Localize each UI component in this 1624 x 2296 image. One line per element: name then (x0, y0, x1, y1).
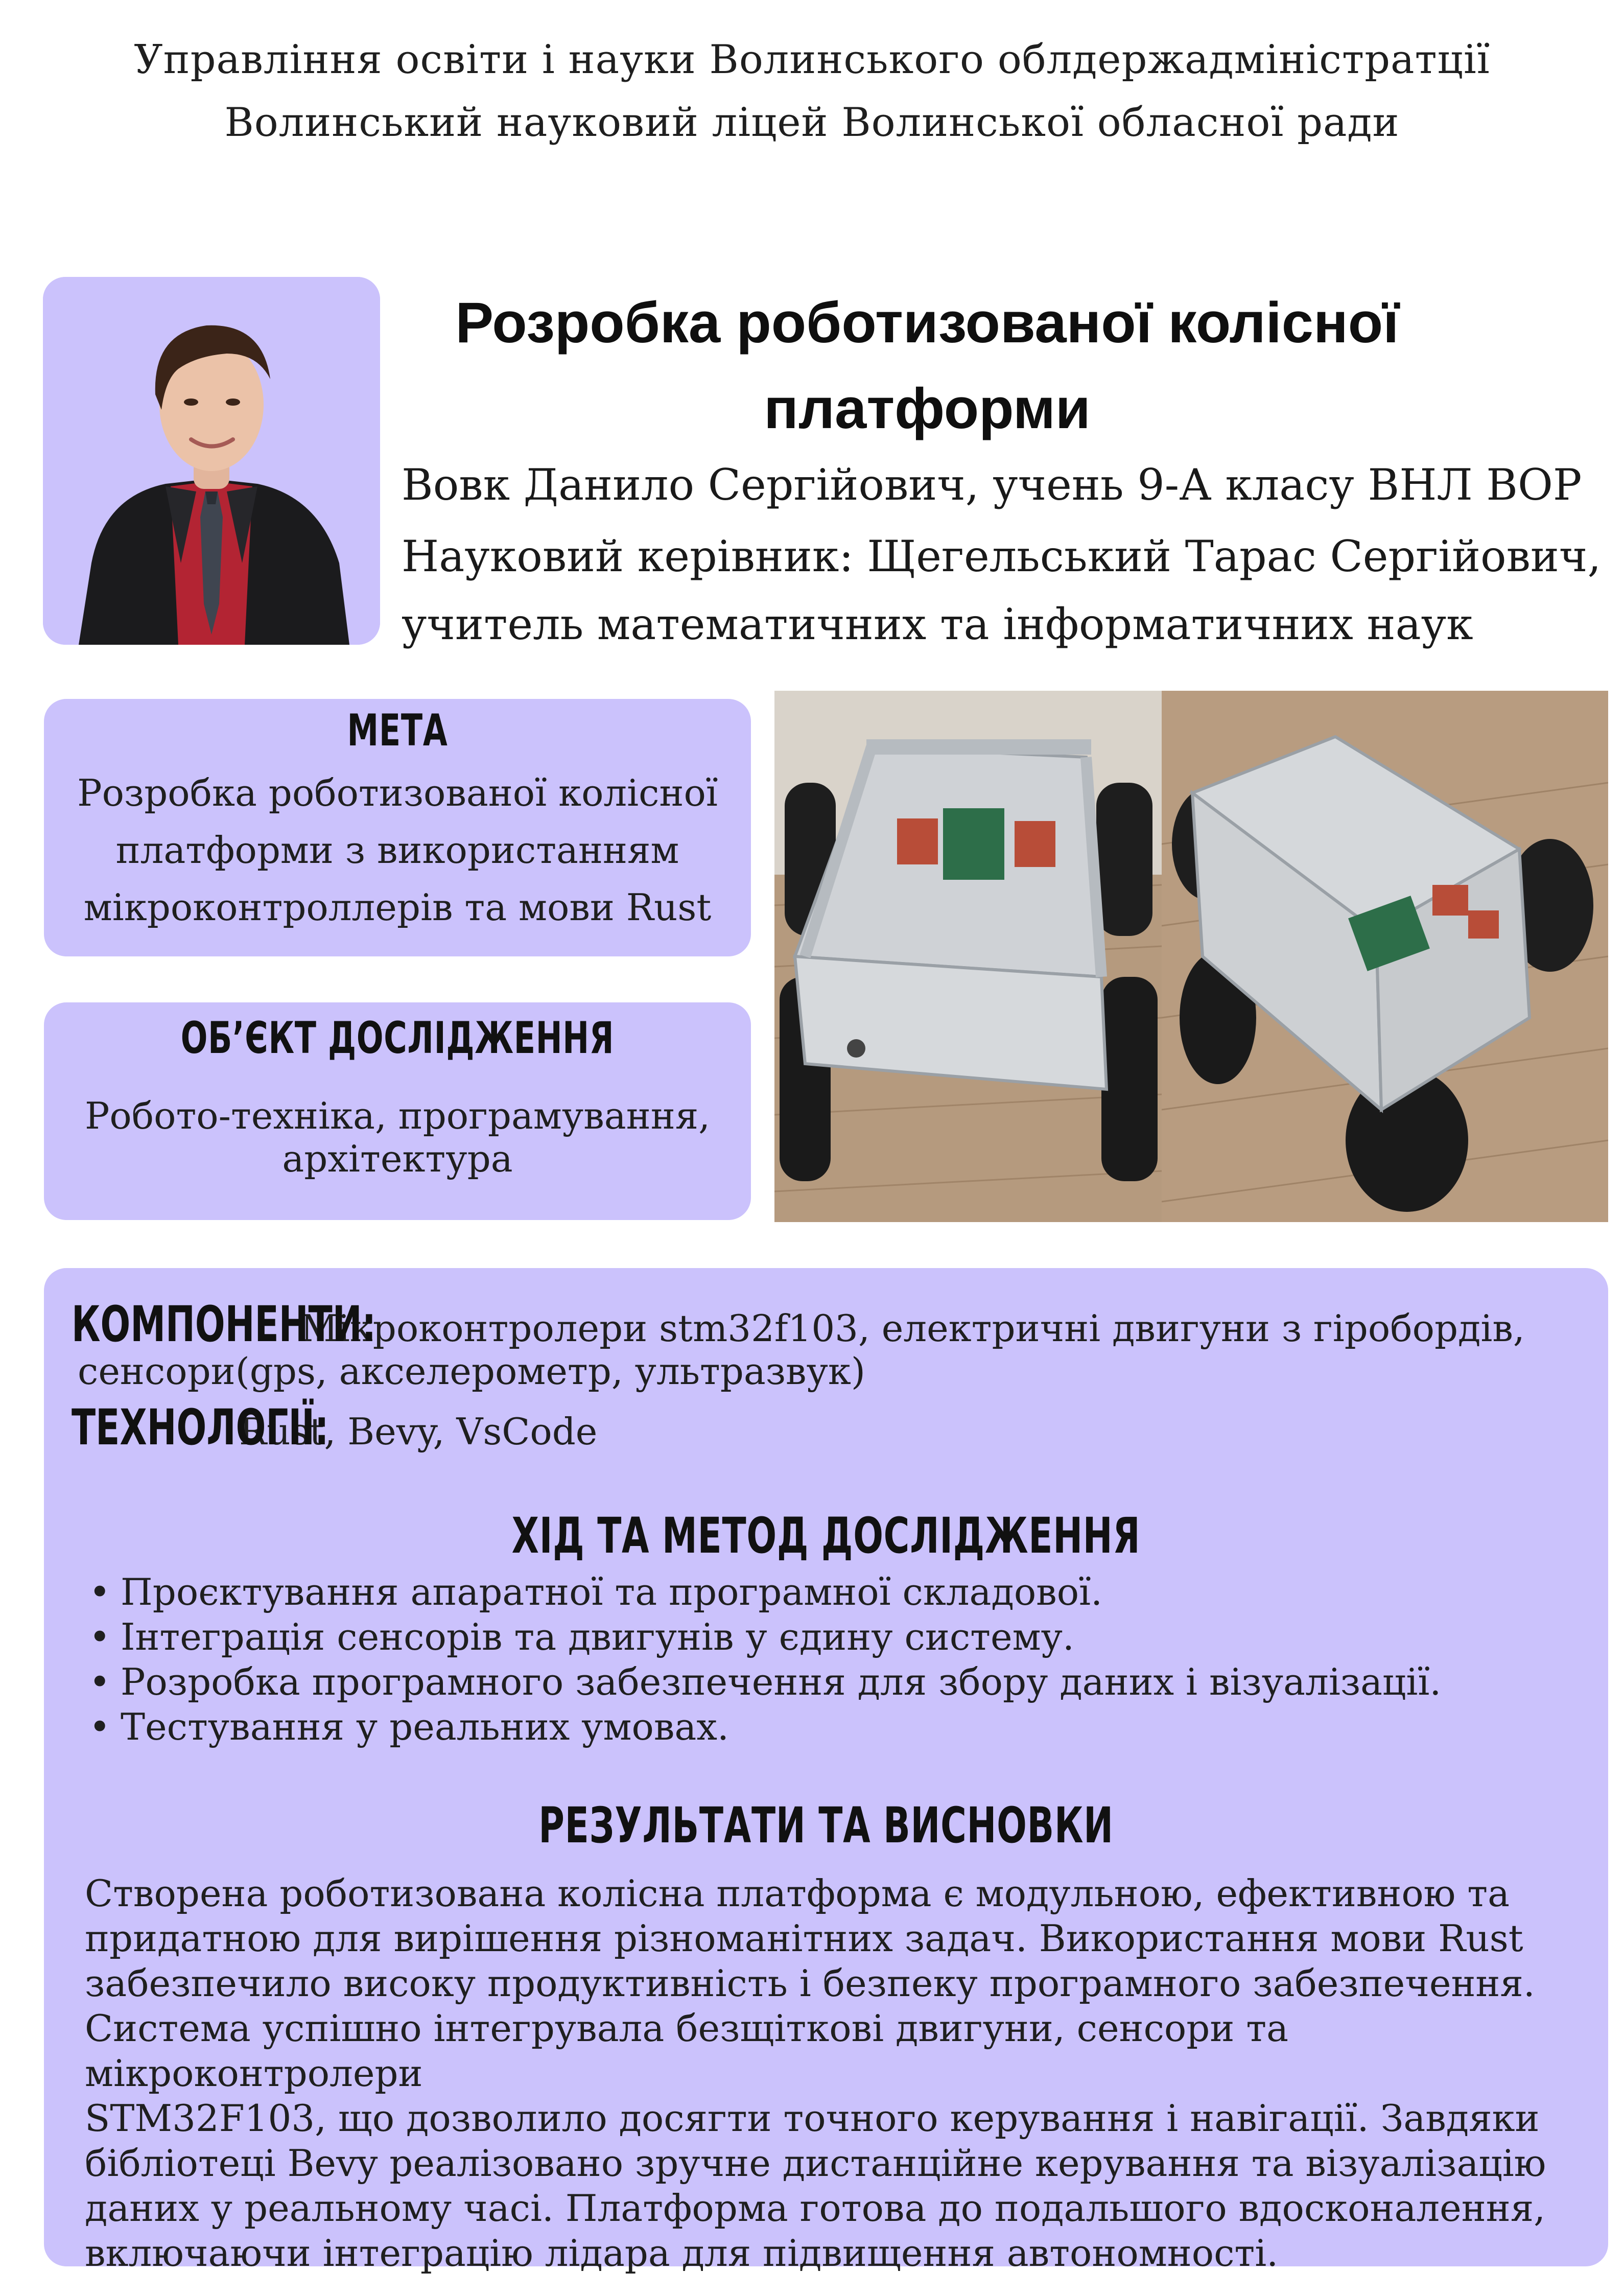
technologies-row (72, 1399, 598, 1467)
supervisor-role: учитель математичних та інформатичних наук (402, 599, 1473, 649)
supervisor-line: Науковий керівник: Щегельський Тарас Сергійович, (402, 531, 1602, 581)
student-photo (43, 277, 380, 645)
robot-photo-angled (1162, 691, 1608, 1222)
goal-text: Розробка роботизованої колісної платформи з використанням мікроконтроллерів та мови Rust (77, 771, 718, 929)
results-text: Створена роботизована колісна платформа є модульною, ефективною та придатною для вирішення різноманітних задач. Використання мови Rust забезпечило високу продуктивність і безпеку програмного забезпечення. Система успішно інтегрувала безщіткові двигуни, сенсори та мікроконтролери STM32F103, що дозволило досягти точного керування і навігації. Завдяки бібліотеці Bevy реалізовано зручне дистанційне керування та візуалізацію даних у реальному часі. Платформа готова до подальшого вдосконалення, включаючи інтеграцію лідара для підвищення автономності. (85, 1872, 1546, 2275)
method-item: • Проєктування апаратної та програмної складової. (85, 1569, 1441, 1614)
goal-heading: МЕТА (347, 705, 448, 756)
results-heading: РЕЗУЛЬТАТИ ТА ВИСНОВКИ (538, 1797, 1114, 1854)
organization-line-2: Волинський науковий ліцей Волинської обласної ради (224, 100, 1400, 146)
method-item: • Розробка програмного забезпечення для збору даних і візуалізації. (85, 1659, 1441, 1704)
robot-photo-front (774, 691, 1162, 1222)
components-label: КОМПОНЕНТИ: (72, 1296, 376, 1353)
method-item: • Тестування у реальних умовах. (85, 1704, 1441, 1749)
student-portrait-image (43, 277, 380, 645)
technologies-text: Rust, Bevy, VsCode (239, 1410, 598, 1453)
author-line: Вовк Данило Сергійович, учень 9-А класу ВНЛ ВОР (402, 460, 1582, 510)
method-item: • Інтеграція сенсорів та двигунів у єдину систему. (85, 1614, 1441, 1659)
research-object-card (44, 1002, 751, 1220)
research-object-text: Робото-техніка, програмування, архітектура (84, 1094, 711, 1180)
robot-front-image (774, 691, 1162, 1222)
organization-line-1: Управління освіти і науки Волинського облдержадміністратції (134, 37, 1490, 83)
poster-title: Розробка роботизованої колісної платформи (455, 291, 1399, 440)
method-list (85, 1569, 1441, 1749)
method-heading: ХІД ТА МЕТОД ДОСЛІДЖЕННЯ (511, 1507, 1141, 1564)
components-text: Мікроконтролери stm32f103, електричні двигуни з гіробордів, (300, 1307, 1525, 1350)
main-content-card (44, 1268, 1608, 2275)
technologies-label: ТЕХНОЛОГІЇ: (72, 1399, 329, 1456)
robot-angled-image (1162, 691, 1608, 1222)
components-text-continued: сенсори(gps, акселерометр, ультразвук) (78, 1350, 866, 1393)
goal-card (44, 699, 751, 956)
research-object-heading: ОБ’ЄКТ ДОСЛІДЖЕННЯ (180, 1013, 615, 1064)
